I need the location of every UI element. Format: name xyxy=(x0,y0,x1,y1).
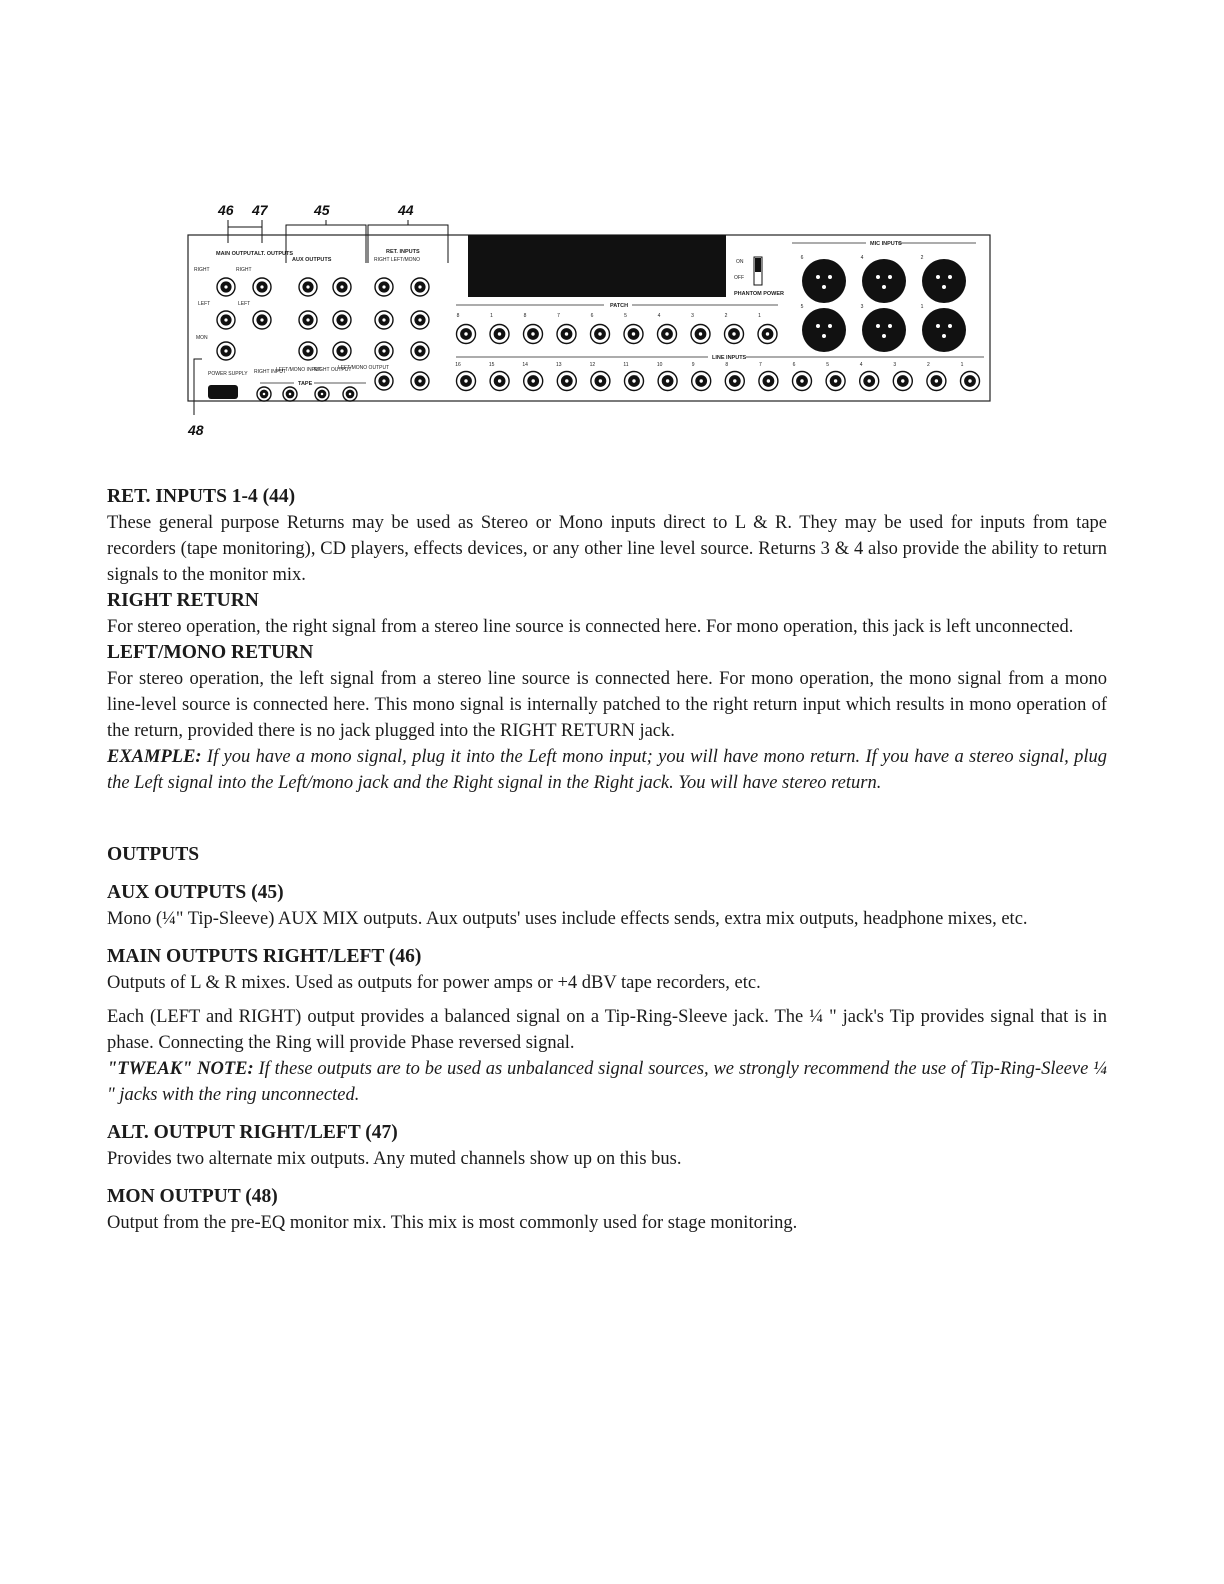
label-power-supply: POWER SUPPLY xyxy=(208,371,248,377)
main-output-left-jack[interactable] xyxy=(217,311,235,329)
label-alt-outputs: ALT. OUTPUTS xyxy=(254,251,294,257)
line-input-jack[interactable] xyxy=(591,372,610,391)
label-tape-left-input: LEFT/MONO INPUT xyxy=(276,367,322,373)
patch-number-label: 6 xyxy=(590,313,594,319)
line-input-jack[interactable] xyxy=(893,372,912,391)
aux-output-jack[interactable] xyxy=(333,311,351,329)
patch-jack[interactable] xyxy=(725,325,744,344)
line-input-jack[interactable] xyxy=(725,372,744,391)
line-input-jack[interactable] xyxy=(961,372,980,391)
patch-number-label: 7 xyxy=(557,313,560,319)
aux-output-jack[interactable] xyxy=(299,311,317,329)
body-main-outputs-2: Each (LEFT and RIGHT) output provides a balanced signal on a Tip-Ring-Sleeve jack. The ¼ " jack's Tip provides signal that is in phase. Connecting the Ring will provide Phase reversed signal. xyxy=(107,1007,1107,1053)
line-input-number-label: 9 xyxy=(691,362,695,368)
line-input-number-label: 15 xyxy=(488,362,495,368)
line-input-jack[interactable] xyxy=(860,372,879,391)
body-right-return: For stereo operation, the right signal from a stereo line source is connected here. For mono operation, this jack is left unconnected. xyxy=(107,617,1074,637)
body-left-mono-return: For stereo operation, the left signal from a stereo line source is connected here. For mono operation, the mono signal from a mono line-level source is connected here. This mono signal is internally patched to the right return input which results in mono operation of the return, provided there is no jack plugged into the RIGHT RETURN jack. xyxy=(107,669,1107,741)
tape-rca-jack[interactable] xyxy=(283,387,297,401)
line-input-number-label: 7 xyxy=(759,362,762,368)
patch-jack[interactable] xyxy=(591,325,610,344)
patch-jack[interactable] xyxy=(457,325,476,344)
mic-number-label: 3 xyxy=(860,304,864,310)
line-input-jack-row xyxy=(455,362,979,391)
example-label: EXAMPLE: xyxy=(107,747,202,767)
label-off: OFF xyxy=(734,275,744,281)
line-input-number-label: 1 xyxy=(960,362,964,368)
tweak-note-label: "TWEAK" NOTE: xyxy=(107,1059,254,1079)
heading-right-return: RIGHT RETURN xyxy=(107,590,259,611)
label-tape-left-output: LEFT/MONO OUTPUT xyxy=(338,365,390,371)
patch-jack[interactable] xyxy=(758,325,777,344)
ret-input-left-mono-jack[interactable] xyxy=(411,278,429,296)
callout-48: 48 xyxy=(188,422,204,438)
example-text: If you have a mono signal, plug it into the Left mono input; you will have mono return. If you have a stereo signal, plug the Left signal into the Left/mono jack and the Right signal in the Right jack. You will have stereo return. xyxy=(107,747,1107,793)
mon-output-jack[interactable] xyxy=(217,342,235,360)
label-on: ON xyxy=(736,259,744,265)
line-input-number-label: 10 xyxy=(656,362,663,368)
patch-number-label: 1 xyxy=(490,313,493,319)
heading-alt-output: ALT. OUTPUT RIGHT/LEFT (47) xyxy=(107,1122,398,1143)
alt-output-right-jack[interactable] xyxy=(253,278,271,296)
heading-mon-output: MON OUTPUT (48) xyxy=(107,1186,278,1207)
patch-number-label: 2 xyxy=(724,313,728,319)
callout-44: 44 xyxy=(398,202,414,218)
line-input-number-label: 12 xyxy=(589,362,596,368)
label-line-inputs: LINE INPUTS xyxy=(712,355,747,361)
line-input-jack[interactable] xyxy=(692,372,711,391)
label-mic-inputs: MIC INPUTS xyxy=(870,241,902,247)
phantom-switch-lever xyxy=(755,258,761,272)
left-jack-cluster xyxy=(217,278,429,401)
body-alt-output: Provides two alternate mix outputs. Any muted channels show up on this bus. xyxy=(107,1149,682,1169)
patch-number-label: 3 xyxy=(691,313,694,319)
body-ret-inputs: These general purpose Returns may be used as Stereo or Mono inputs direct to L & R. They may be used for inputs from tape recorders (tape monitoring), CD players, effects devices, or any other line level source. Returns 3 & 4 also provide the ability to return signals to the monitor mix. xyxy=(107,513,1107,585)
ret-input-right-jack[interactable] xyxy=(375,278,393,296)
mic-xlr-jack[interactable] xyxy=(922,308,966,352)
aux-output-jack[interactable] xyxy=(299,342,317,360)
mic-xlr-jack[interactable] xyxy=(802,308,846,352)
line-input-jack[interactable] xyxy=(557,372,576,391)
ret-input-left-mono-jack[interactable] xyxy=(411,342,429,360)
heading-left-mono-return: LEFT/MONO RETURN xyxy=(107,642,314,663)
line-input-number-label: 11 xyxy=(623,362,629,368)
label-mon: MON xyxy=(196,335,208,341)
line-input-jack[interactable] xyxy=(457,372,476,391)
callout-45: 45 xyxy=(314,202,330,218)
patch-jack[interactable] xyxy=(557,325,576,344)
label-phantom-power: PHANTOM POWER xyxy=(734,291,785,297)
mic-number-label: 4 xyxy=(860,255,864,261)
aux-output-jack[interactable] xyxy=(333,342,351,360)
ret-input-right-jack[interactable] xyxy=(375,311,393,329)
patch-jack[interactable] xyxy=(658,325,677,344)
patch-jack[interactable] xyxy=(524,325,543,344)
main-output-right-jack[interactable] xyxy=(217,278,235,296)
mic-number-label: 2 xyxy=(920,255,924,261)
mic-xlr-jack[interactable] xyxy=(862,259,906,303)
ret-input-left-mono-jack[interactable] xyxy=(411,372,429,390)
label-tape-right-input: RIGHT INPUT xyxy=(254,369,286,375)
label-ret-inputs: RET. INPUTS xyxy=(386,249,420,255)
line-input-number-label: 3 xyxy=(893,362,897,368)
label-right-main: RIGHT xyxy=(194,267,210,273)
line-input-number-label: 5 xyxy=(826,362,829,368)
ret-input-right-jack[interactable] xyxy=(375,372,393,390)
heading-aux-outputs: AUX OUTPUTS (45) xyxy=(107,882,284,903)
line-input-number-label: 14 xyxy=(522,362,528,368)
mic-input-group xyxy=(801,255,966,352)
display-window xyxy=(468,235,726,297)
line-input-jack[interactable] xyxy=(658,372,677,391)
patch-number-label: 5 xyxy=(624,313,627,319)
tape-rca-jack[interactable] xyxy=(315,387,329,401)
line-input-number-label: 6 xyxy=(792,362,796,368)
patch-number-label: 8 xyxy=(523,313,527,319)
callout-47: 47 xyxy=(252,202,268,218)
patch-jack[interactable] xyxy=(691,325,710,344)
line-input-jack[interactable] xyxy=(524,372,543,391)
label-ret-inputs-sub: RIGHT LEFT/MONO xyxy=(374,257,421,263)
example-paragraph xyxy=(107,744,1107,796)
patch-number-label: 1 xyxy=(758,313,761,319)
line-input-number-label: 2 xyxy=(927,362,930,368)
tape-rca-jack[interactable] xyxy=(257,387,271,401)
line-input-number-label: 16 xyxy=(455,362,461,368)
line-input-jack[interactable] xyxy=(759,372,778,391)
line-input-jack[interactable] xyxy=(625,372,644,391)
ret-input-left-mono-jack[interactable] xyxy=(411,311,429,329)
label-aux-outputs: AUX OUTPUTS xyxy=(292,257,332,263)
line-input-jack[interactable] xyxy=(793,372,812,391)
tape-rca-jack[interactable] xyxy=(343,387,357,401)
rear-panel-diagram xyxy=(180,195,1000,445)
body-aux-outputs: Mono (¼" Tip-Sleeve) AUX MIX outputs. Aux outputs' uses include effects sends, extra mix outputs, headphone mixes, etc. xyxy=(107,909,1028,929)
label-tape: TAPE xyxy=(298,381,313,387)
aux-output-jack[interactable] xyxy=(333,278,351,296)
mic-xlr-jack[interactable] xyxy=(922,259,966,303)
tweak-note-text: If these outputs are to be used as unbalanced signal sources, we strongly recommend the use of Tip-Ring-Sleeve ¼ " jacks with the ring unconnected. xyxy=(107,1059,1108,1105)
patch-jack-row xyxy=(457,313,778,344)
patch-number-label: 8 xyxy=(456,313,460,319)
heading-main-outputs: MAIN OUTPUTS RIGHT/LEFT (46) xyxy=(107,946,422,967)
label-patch: PATCH xyxy=(610,303,629,309)
patch-jack[interactable] xyxy=(490,325,509,344)
line-input-number-label: 13 xyxy=(556,362,562,368)
label-tape-right-output: RIGHT OUTPUT xyxy=(314,367,352,373)
line-input-number-label: 4 xyxy=(859,362,863,368)
line-input-number-label: 8 xyxy=(725,362,729,368)
mic-number-label: 6 xyxy=(800,255,804,261)
label-left-alt: LEFT xyxy=(238,301,251,307)
label-left-main: LEFT xyxy=(198,301,211,307)
manual-text xyxy=(107,484,1107,1236)
patch-jack[interactable] xyxy=(624,325,643,344)
mic-number-label: 1 xyxy=(920,304,924,310)
ret-input-right-jack[interactable] xyxy=(375,342,393,360)
callout-46: 46 xyxy=(218,202,234,218)
body-mon-output: Output from the pre-EQ monitor mix. This mix is most commonly used for stage monitoring. xyxy=(107,1213,798,1233)
mic-number-label: 5 xyxy=(800,304,804,310)
alt-output-left-jack[interactable] xyxy=(253,311,271,329)
label-right-alt: RIGHT xyxy=(236,267,252,273)
mic-xlr-jack[interactable] xyxy=(862,308,906,352)
line-input-jack[interactable] xyxy=(927,372,946,391)
label-main-output: MAIN OUTPUT xyxy=(216,251,255,257)
tweak-note-paragraph xyxy=(107,1056,1107,1108)
line-input-jack[interactable] xyxy=(826,372,845,391)
body-main-outputs-1: Outputs of L & R mixes. Used as outputs for power amps or +4 dBV tape recorders, etc. xyxy=(107,973,761,993)
heading-ret-inputs: RET. INPUTS 1-4 (44) xyxy=(107,486,296,507)
line-input-jack[interactable] xyxy=(490,372,509,391)
power-supply-connector xyxy=(208,385,238,399)
patch-number-label: 4 xyxy=(657,313,661,319)
aux-output-jack[interactable] xyxy=(299,278,317,296)
heading-outputs: OUTPUTS xyxy=(107,844,200,865)
mic-xlr-jack[interactable] xyxy=(802,259,846,303)
